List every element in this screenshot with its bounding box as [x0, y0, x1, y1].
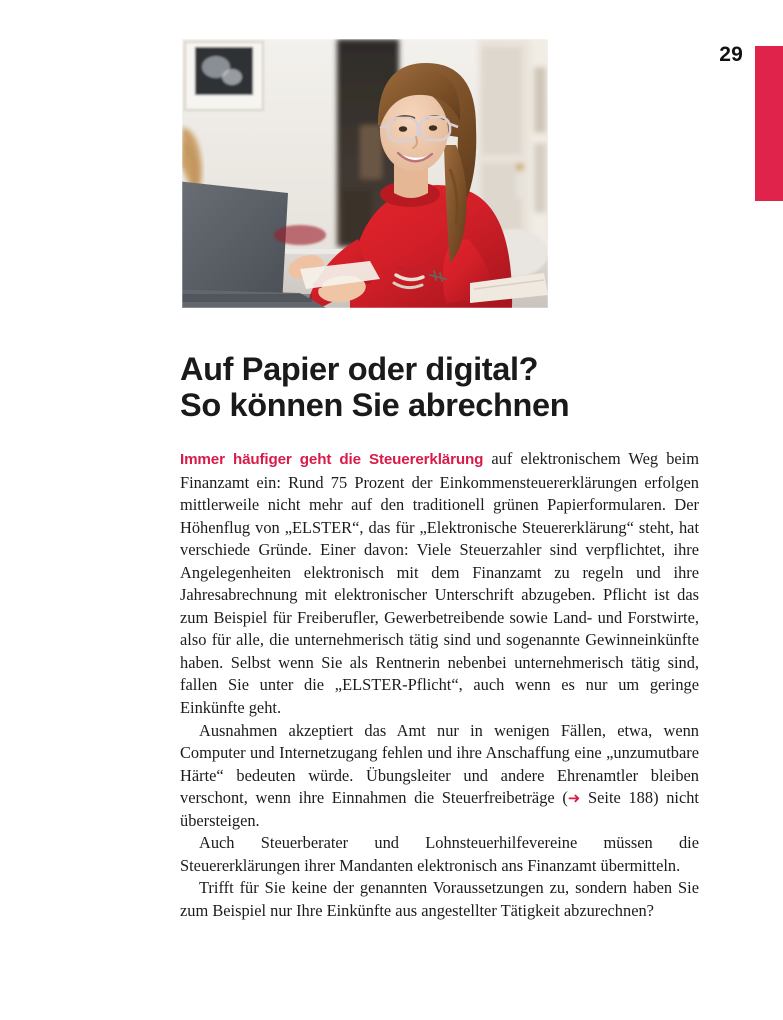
headline-line-2: So können Sie abrechnen: [180, 386, 570, 423]
paragraph-3: Auch Steuerberater und Lohnsteuerhilfevereine müssen die Steuererklärungen ihrer Mandanten elektronisch ans Finanzamt übermitteln.: [180, 833, 699, 875]
page-number: 29: [719, 43, 743, 66]
paragraph-1-text: auf elektronischem Weg beim Finanzamt ein: Rund 75 Prozent der Einkommensteuererklärungen erfolgen mittlerweile nicht mehr auf den traditionell grünen Papierformularen. Der Höhenflug von „ELSTER“, das für „Elektronische Steuererklärung“ steht, hat verschiede Gründe. Einer davon: Viele Steuerzahler sind verpflichtet, ihre Angelegenheiten elektronisch mit dem Finanzamt zu regeln und ihre Jahresabrechnung mit elektronischer Unterschrift abzugeben. Pflicht ist das zum Beispiel für Freiberufler, Gewerbetreibende sowie Land- und Forstwirte, also für alle, die unternehmerisch tätig sind und sogenannte Gewinneinkünfte haben. Selbst wenn Sie als Rentnerin nebenbei unternehmerisch tätig sind, fallen Sie unter die „ELSTER-Pflicht“, auch wenn es nur um geringe Einkünfte geht.: [180, 449, 699, 718]
article-body: [180, 448, 699, 922]
cross-reference-label: Seite 188: [580, 788, 654, 808]
cross-reference-arrow-icon: ➜: [567, 789, 581, 808]
paragraph-2: [180, 720, 699, 833]
photo-illustration: [182, 39, 548, 308]
lead-in-text: Immer häufiger geht die Steuererklärung: [180, 451, 484, 468]
chapter-edge-marker: [755, 46, 783, 201]
article-headline: [180, 351, 720, 423]
paragraph-2-before-ref: Ausnahmen akzeptiert das Amt nur in wenigen Fällen, etwa, wenn Computer und Internetzugang fehlen und ihre Anschaffung eine „unzumutbare Härte“ bedeuten würde. Übungsleiter und andere Ehrenamtler bleiben verschont, wenn ihre Einnahmen die Steuerfreibeträge (: [180, 720, 699, 808]
paragraph-4: Trifft für Sie keine der genannten Voraussetzungen zu, sondern haben Sie zum Beispiel nur Ihre Einkünfte aus angestellter Tätigkeit abzurechnen?: [180, 878, 699, 920]
paragraph-2-after-ref: ) nicht übersteigen.: [180, 788, 699, 830]
headline-line-1: Auf Papier oder digital?: [180, 350, 539, 387]
paragraph-1: [180, 448, 699, 720]
article-photo: [182, 39, 548, 308]
